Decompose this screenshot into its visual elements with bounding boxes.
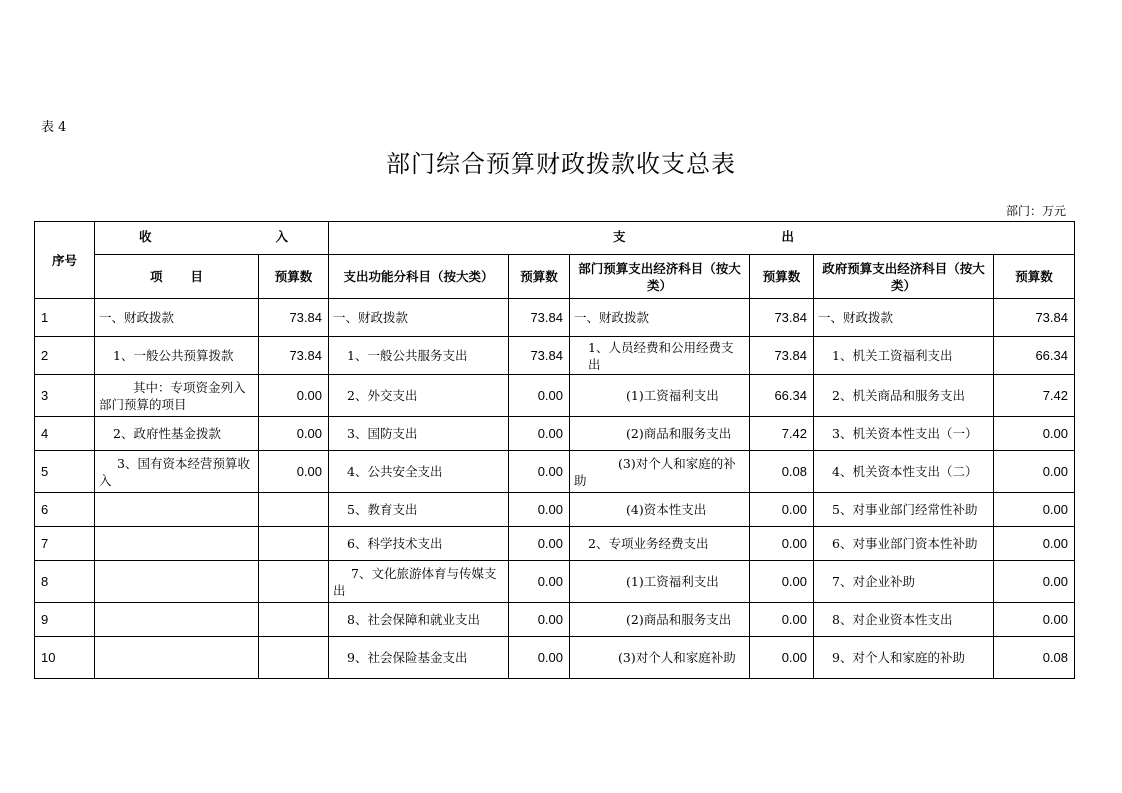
dept-item: 一、财政拨款 (570, 299, 750, 337)
income-item (95, 603, 259, 637)
func-value: 0.00 (509, 527, 570, 561)
func-value: 0.00 (509, 417, 570, 451)
dept-value: 73.84 (750, 299, 814, 337)
table-row (35, 299, 1075, 337)
func-item: 7、文化旅游体育与传媒支出 (329, 561, 509, 603)
income-value (259, 493, 329, 527)
dept-value: 0.08 (750, 451, 814, 493)
func-item: 4、公共安全支出 (329, 451, 509, 493)
row-seq: 5 (35, 451, 95, 493)
gov-item: 3、机关资本性支出（一） (814, 417, 994, 451)
header-seq: 序号 (35, 222, 95, 299)
func-value: 0.00 (509, 375, 570, 417)
row-seq: 10 (35, 637, 95, 679)
header-expense-char-2: 出 (781, 228, 794, 244)
gov-value: 66.34 (994, 337, 1075, 375)
gov-value: 0.00 (994, 603, 1075, 637)
dept-value: 0.00 (750, 493, 814, 527)
gov-item: 4、机关资本性支出（二） (814, 451, 994, 493)
row-seq: 4 (35, 417, 95, 451)
dept-value: 0.00 (750, 603, 814, 637)
dept-item: 2、专项业务经费支出 (570, 527, 750, 561)
func-item: 一、财政拨款 (329, 299, 509, 337)
income-item (95, 527, 259, 561)
func-item: 5、教育支出 (329, 493, 509, 527)
budget-table (34, 221, 1075, 679)
table-row (35, 561, 1075, 603)
gov-value: 0.00 (994, 527, 1075, 561)
header-gov-econ: 政府预算支出经济科目（按大类） (814, 255, 994, 299)
income-value (259, 561, 329, 603)
row-seq: 3 (35, 375, 95, 417)
dept-item: (2)商品和服务支出 (570, 603, 750, 637)
dept-value: 0.00 (750, 637, 814, 679)
func-value: 73.84 (509, 299, 570, 337)
header-income-char-2: 入 (275, 228, 288, 244)
income-item: 3、国有资本经营预算收入 (95, 451, 259, 493)
income-value (259, 603, 329, 637)
header-dept-econ: 部门预算支出经济科目（按大类） (570, 255, 750, 299)
header-income-char-1: 收 (139, 228, 152, 244)
gov-value: 0.08 (994, 637, 1075, 679)
dept-item: (3)对个人和家庭补助 (570, 637, 750, 679)
table-row (35, 337, 1075, 375)
table-row (35, 375, 1075, 417)
dept-item: (1)工资福利支出 (570, 375, 750, 417)
income-value: 73.84 (259, 337, 329, 375)
header-income-item (95, 255, 259, 299)
header-item-char-1: 项 (149, 269, 163, 284)
table-row (35, 451, 1075, 493)
gov-value: 0.00 (994, 561, 1075, 603)
func-value: 0.00 (509, 637, 570, 679)
func-item: 9、社会保险基金支出 (329, 637, 509, 679)
dept-item: (1)工资福利支出 (570, 561, 750, 603)
func-item: 1、一般公共服务支出 (329, 337, 509, 375)
row-seq: 8 (35, 561, 95, 603)
table-number: 表 4 (41, 120, 67, 135)
header-expense-char-1: 支 (613, 228, 626, 244)
gov-value: 0.00 (994, 493, 1075, 527)
header-income-group (95, 222, 329, 255)
dept-item: 1、人员经费和公用经费支出 (570, 337, 750, 375)
gov-value: 73.84 (994, 299, 1075, 337)
gov-item: 8、对企业资本性支出 (814, 603, 994, 637)
func-item: 8、社会保障和就业支出 (329, 603, 509, 637)
header-budget-func: 预算数 (509, 255, 570, 299)
unit-label: 部门：万元 (1005, 204, 1066, 218)
func-value: 0.00 (509, 603, 570, 637)
header-budget-dept: 预算数 (750, 255, 814, 299)
gov-value: 0.00 (994, 417, 1075, 451)
page-title: 部门综合预算财政拨款收支总表 (386, 150, 736, 178)
gov-item: 6、对事业部门资本性补助 (814, 527, 994, 561)
func-value: 0.00 (509, 451, 570, 493)
income-item: 一、财政拨款 (95, 299, 259, 337)
income-item: 1、一般公共预算拨款 (95, 337, 259, 375)
table-row (35, 527, 1075, 561)
income-value (259, 527, 329, 561)
header-expense-group (329, 222, 1075, 255)
income-item: 其中：专项资金列入部门预算的项目 (95, 375, 259, 417)
gov-value: 7.42 (994, 375, 1075, 417)
func-item: 3、国防支出 (329, 417, 509, 451)
dept-value: 66.34 (750, 375, 814, 417)
income-item (95, 637, 259, 679)
dept-value: 73.84 (750, 337, 814, 375)
row-seq: 7 (35, 527, 95, 561)
dept-item: (2)商品和服务支出 (570, 417, 750, 451)
gov-item: 5、对事业部门经常性补助 (814, 493, 994, 527)
table-row (35, 417, 1075, 451)
income-value (259, 637, 329, 679)
func-item: 6、科学技术支出 (329, 527, 509, 561)
row-seq: 1 (35, 299, 95, 337)
header-budget-gov: 预算数 (994, 255, 1075, 299)
income-item: 2、政府性基金拨款 (95, 417, 259, 451)
gov-item: 9、对个人和家庭的补助 (814, 637, 994, 679)
gov-item: 2、机关商品和服务支出 (814, 375, 994, 417)
gov-item: 一、财政拨款 (814, 299, 994, 337)
income-item (95, 561, 259, 603)
dept-value: 7.42 (750, 417, 814, 451)
income-value: 0.00 (259, 417, 329, 451)
table-row (35, 603, 1075, 637)
income-value: 73.84 (259, 299, 329, 337)
gov-item: 7、对企业补助 (814, 561, 994, 603)
gov-value: 0.00 (994, 451, 1075, 493)
func-value: 73.84 (509, 337, 570, 375)
income-value: 0.00 (259, 451, 329, 493)
func-value: 0.00 (509, 561, 570, 603)
row-seq: 6 (35, 493, 95, 527)
func-value: 0.00 (509, 493, 570, 527)
income-value: 0.00 (259, 375, 329, 417)
header-budget-income: 预算数 (259, 255, 329, 299)
func-item: 2、外交支出 (329, 375, 509, 417)
row-seq: 2 (35, 337, 95, 375)
dept-item: (3)对个人和家庭的补助 (570, 451, 750, 493)
dept-value: 0.00 (750, 561, 814, 603)
table-row (35, 493, 1075, 527)
dept-value: 0.00 (750, 527, 814, 561)
header-func-category: 支出功能分科目（按大类） (329, 255, 509, 299)
table-row (35, 637, 1075, 679)
row-seq: 9 (35, 603, 95, 637)
header-item-char-2: 目 (190, 269, 204, 284)
income-item (95, 493, 259, 527)
dept-item: (4)资本性支出 (570, 493, 750, 527)
gov-item: 1、机关工资福利支出 (814, 337, 994, 375)
